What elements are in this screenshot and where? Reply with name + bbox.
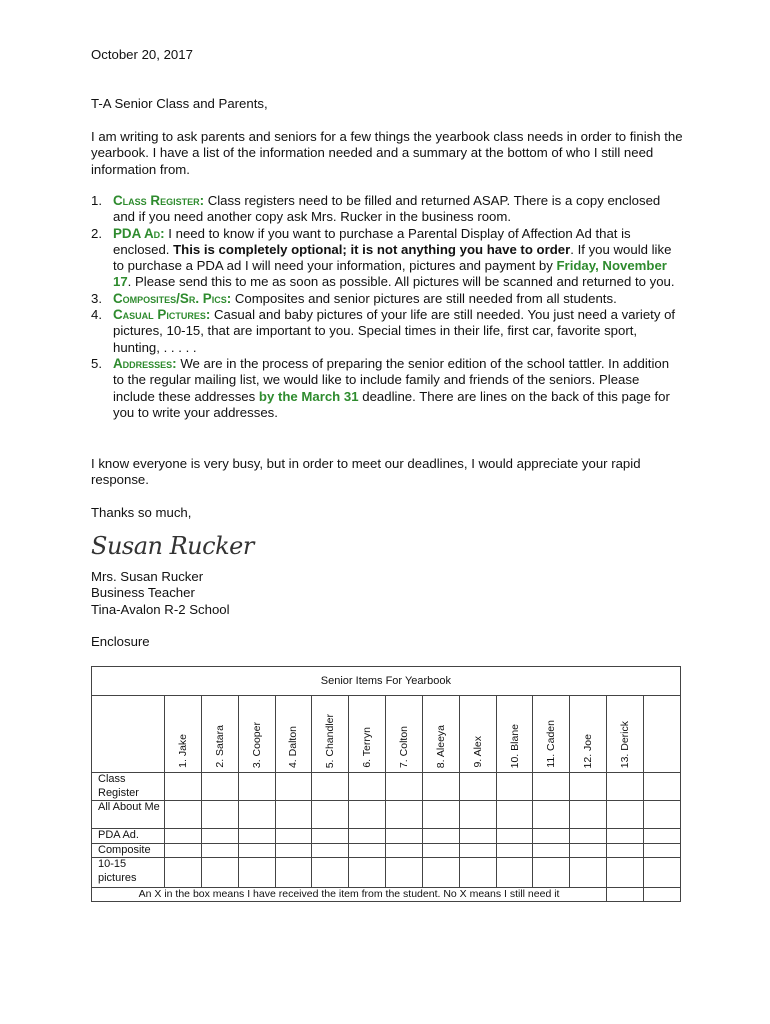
student-header [275, 696, 312, 773]
table-cell[interactable] [643, 858, 680, 888]
item-number: 2. [91, 225, 102, 241]
letter-greeting: T-A Senior Class and Parents, [91, 96, 268, 111]
student-header [349, 696, 386, 773]
student-name: 2. Satara [213, 725, 226, 768]
table-row [92, 843, 681, 858]
table-cell[interactable] [386, 858, 423, 888]
student-name: 4. Dalton [287, 725, 300, 768]
table-cell[interactable] [386, 843, 423, 858]
row-label: All About Me [92, 801, 165, 829]
deadline-date: Friday, November 17 [113, 258, 667, 290]
table-cell[interactable] [312, 843, 349, 858]
student-header [459, 696, 496, 773]
student-header-row [92, 696, 681, 773]
student-name: 12. Joe [582, 733, 595, 768]
table-cell[interactable] [459, 858, 496, 888]
item-text: Casual and baby pictures of your life are still needed. You just need a variety of pictures, 10-15, that are important to you. Special times in their life, first car, favorite sport, hunting, . . . . . [113, 307, 676, 355]
table-cell[interactable] [533, 801, 570, 829]
list-item [91, 356, 681, 421]
item-heading: Composites/Sr. Pics: [113, 290, 232, 306]
table-cell[interactable] [607, 843, 644, 858]
student-header [201, 696, 238, 773]
table-cell[interactable] [533, 843, 570, 858]
student-name: 1. Jake [176, 734, 189, 768]
item-number: 4. [91, 307, 102, 323]
deadline-date: by the March 31 [258, 388, 359, 404]
table-cell[interactable] [643, 888, 680, 902]
table-cell[interactable] [570, 829, 607, 844]
item-text: . Please send this to me as soon as possible. All pictures will be scanned and returned to you. [127, 274, 675, 290]
list-item [91, 193, 681, 226]
table-cell[interactable] [607, 773, 644, 801]
table-cell[interactable] [201, 843, 238, 858]
item-text: deadline. There are lines on the back of this page for you to write your addresses. [113, 388, 670, 420]
student-name: 10. Blane [508, 723, 521, 768]
item-heading: Class Register: [113, 193, 205, 208]
table-cell[interactable] [643, 843, 680, 858]
item-text: . If you would like to purchase a PDA ad I will need your information, pictures and payment by [113, 241, 672, 274]
table-cell[interactable] [459, 801, 496, 829]
student-header [386, 696, 423, 773]
list-item [91, 291, 681, 307]
table-cell[interactable] [165, 858, 202, 888]
table-cell[interactable] [165, 801, 202, 829]
table-cell[interactable] [312, 773, 349, 801]
table-cell[interactable] [459, 829, 496, 844]
sender-title: Business Teacher [91, 585, 195, 601]
table-cell[interactable] [201, 801, 238, 829]
student-name: 5. Chandler [324, 713, 337, 768]
table-cell[interactable] [422, 801, 459, 829]
table-cell[interactable] [165, 843, 202, 858]
table-cell[interactable] [165, 829, 202, 844]
table-cell[interactable] [533, 858, 570, 888]
table-cell[interactable] [201, 858, 238, 888]
table-cell[interactable] [275, 829, 312, 844]
corner-cell [92, 696, 165, 773]
list-item [91, 307, 681, 356]
table-footer-note: An X in the box means I have received the item from the student. No X means I still need it [92, 888, 607, 902]
table-cell[interactable] [570, 801, 607, 829]
table-cell[interactable] [570, 858, 607, 888]
item-heading: Casual Pictures: [113, 307, 211, 323]
table-cell[interactable] [201, 829, 238, 844]
table-cell[interactable] [386, 773, 423, 801]
table-cell[interactable] [386, 829, 423, 844]
enclosure-label: Enclosure [91, 634, 150, 649]
table-cell[interactable] [607, 858, 644, 888]
table-cell[interactable] [238, 829, 275, 844]
table-cell[interactable] [533, 829, 570, 844]
table-cell[interactable] [312, 801, 349, 829]
table-cell[interactable] [607, 801, 644, 829]
table-cell[interactable] [349, 829, 386, 844]
table-cell[interactable] [607, 888, 644, 902]
table-cell[interactable] [643, 829, 680, 844]
table-row [92, 801, 681, 829]
request-list [91, 193, 681, 421]
table-cell[interactable] [496, 801, 533, 829]
table-cell[interactable] [238, 843, 275, 858]
student-name: 9. Alex [471, 736, 484, 768]
table-row [92, 858, 681, 888]
list-item [91, 226, 681, 291]
student-name: 6. Terryn [361, 727, 374, 768]
student-name: 11. Caden [545, 720, 558, 768]
table-cell[interactable] [496, 829, 533, 844]
table-cell[interactable] [459, 843, 496, 858]
student-header [643, 696, 680, 773]
table-cell[interactable] [607, 829, 644, 844]
table-cell[interactable] [386, 801, 423, 829]
student-header [312, 696, 349, 773]
item-text: We are in the process of preparing the senior edition of the school tattler. In addition to the regular mailing list, we would like to include family and friends of the seniors. Please include these addresses [113, 355, 670, 404]
letter-closing: I know everyone is very busy, but in order to meet our deadlines, I would appreciate your rapid response. [91, 456, 641, 488]
row-label: Class Register [92, 773, 165, 801]
student-header [570, 696, 607, 773]
table-cell[interactable] [349, 843, 386, 858]
table-cell[interactable] [312, 829, 349, 844]
table-cell[interactable] [275, 843, 312, 858]
table-row [92, 773, 681, 801]
item-number: 1. [91, 193, 102, 208]
table-cell[interactable] [643, 773, 680, 801]
student-name: 8. Aleeya [434, 724, 447, 768]
item-heading: Addresses: [113, 355, 177, 371]
letter-date: October 20, 2017 [91, 47, 193, 62]
item-emphasis: This is completely optional; it is not anything you have to order [173, 241, 571, 257]
table-row [92, 829, 681, 844]
table-cell[interactable] [496, 773, 533, 801]
item-heading: PDA Ad: [113, 225, 165, 241]
table-cell[interactable] [496, 843, 533, 858]
sender-name: Mrs. Susan Rucker [91, 569, 204, 584]
table-title: Senior Items For Yearbook [92, 667, 681, 696]
table-cell[interactable] [349, 773, 386, 801]
table-cell[interactable] [275, 801, 312, 829]
table-cell[interactable] [349, 801, 386, 829]
row-label: PDA Ad. [92, 829, 165, 844]
table-cell[interactable] [422, 773, 459, 801]
student-name: 7. Colton [397, 725, 410, 768]
letter-intro: I am writing to ask parents and seniors for a few things the yearbook class needs in order to finish the yearbook. I have a list of the information needed and a summary at the bottom of who I still need information from. [91, 129, 683, 177]
row-label: 10-15 pictures [92, 858, 165, 888]
student-header [238, 696, 275, 773]
table-cell[interactable] [238, 801, 275, 829]
item-text: Composites and senior pictures are still needed from all students. [231, 290, 617, 306]
table-cell[interactable] [496, 858, 533, 888]
table-cell[interactable] [312, 858, 349, 888]
table-cell[interactable] [422, 829, 459, 844]
student-name: 13. Derick [619, 720, 632, 768]
table-cell[interactable] [570, 773, 607, 801]
table-cell[interactable] [422, 858, 459, 888]
student-header [165, 696, 202, 773]
student-header [422, 696, 459, 773]
student-name: 3. Cooper [250, 721, 263, 768]
table-cell[interactable] [643, 801, 680, 829]
table-cell[interactable] [165, 773, 202, 801]
table-cell[interactable] [238, 773, 275, 801]
student-header [607, 696, 644, 773]
signature-block [91, 569, 230, 618]
table-cell[interactable] [275, 858, 312, 888]
sender-school: Tina-Avalon R-2 School [91, 601, 230, 617]
table-cell[interactable] [422, 843, 459, 858]
table-cell[interactable] [533, 773, 570, 801]
student-header [496, 696, 533, 773]
table-cell[interactable] [349, 858, 386, 888]
student-header [533, 696, 570, 773]
row-label: Composite [92, 843, 165, 858]
table-cell[interactable] [275, 773, 312, 801]
senior-items-table [91, 666, 681, 902]
table-cell[interactable] [459, 773, 496, 801]
table-cell[interactable] [570, 843, 607, 858]
item-text: Class registers need to be filled and returned ASAP. There is a copy enclosed and if you need another copy ask Mrs. Rucker in the business room. [113, 193, 661, 225]
table-cell[interactable] [238, 858, 275, 888]
item-text: I need to know if you want to purchase a Parental Display of Affection Ad that is enclosed. [113, 225, 631, 257]
letter-thanks: Thanks so much, [91, 505, 192, 520]
handwritten-signature: Susan Rucker [91, 532, 254, 560]
table-cell[interactable] [201, 773, 238, 801]
item-number: 5. [91, 355, 102, 371]
item-number: 3. [91, 290, 102, 306]
